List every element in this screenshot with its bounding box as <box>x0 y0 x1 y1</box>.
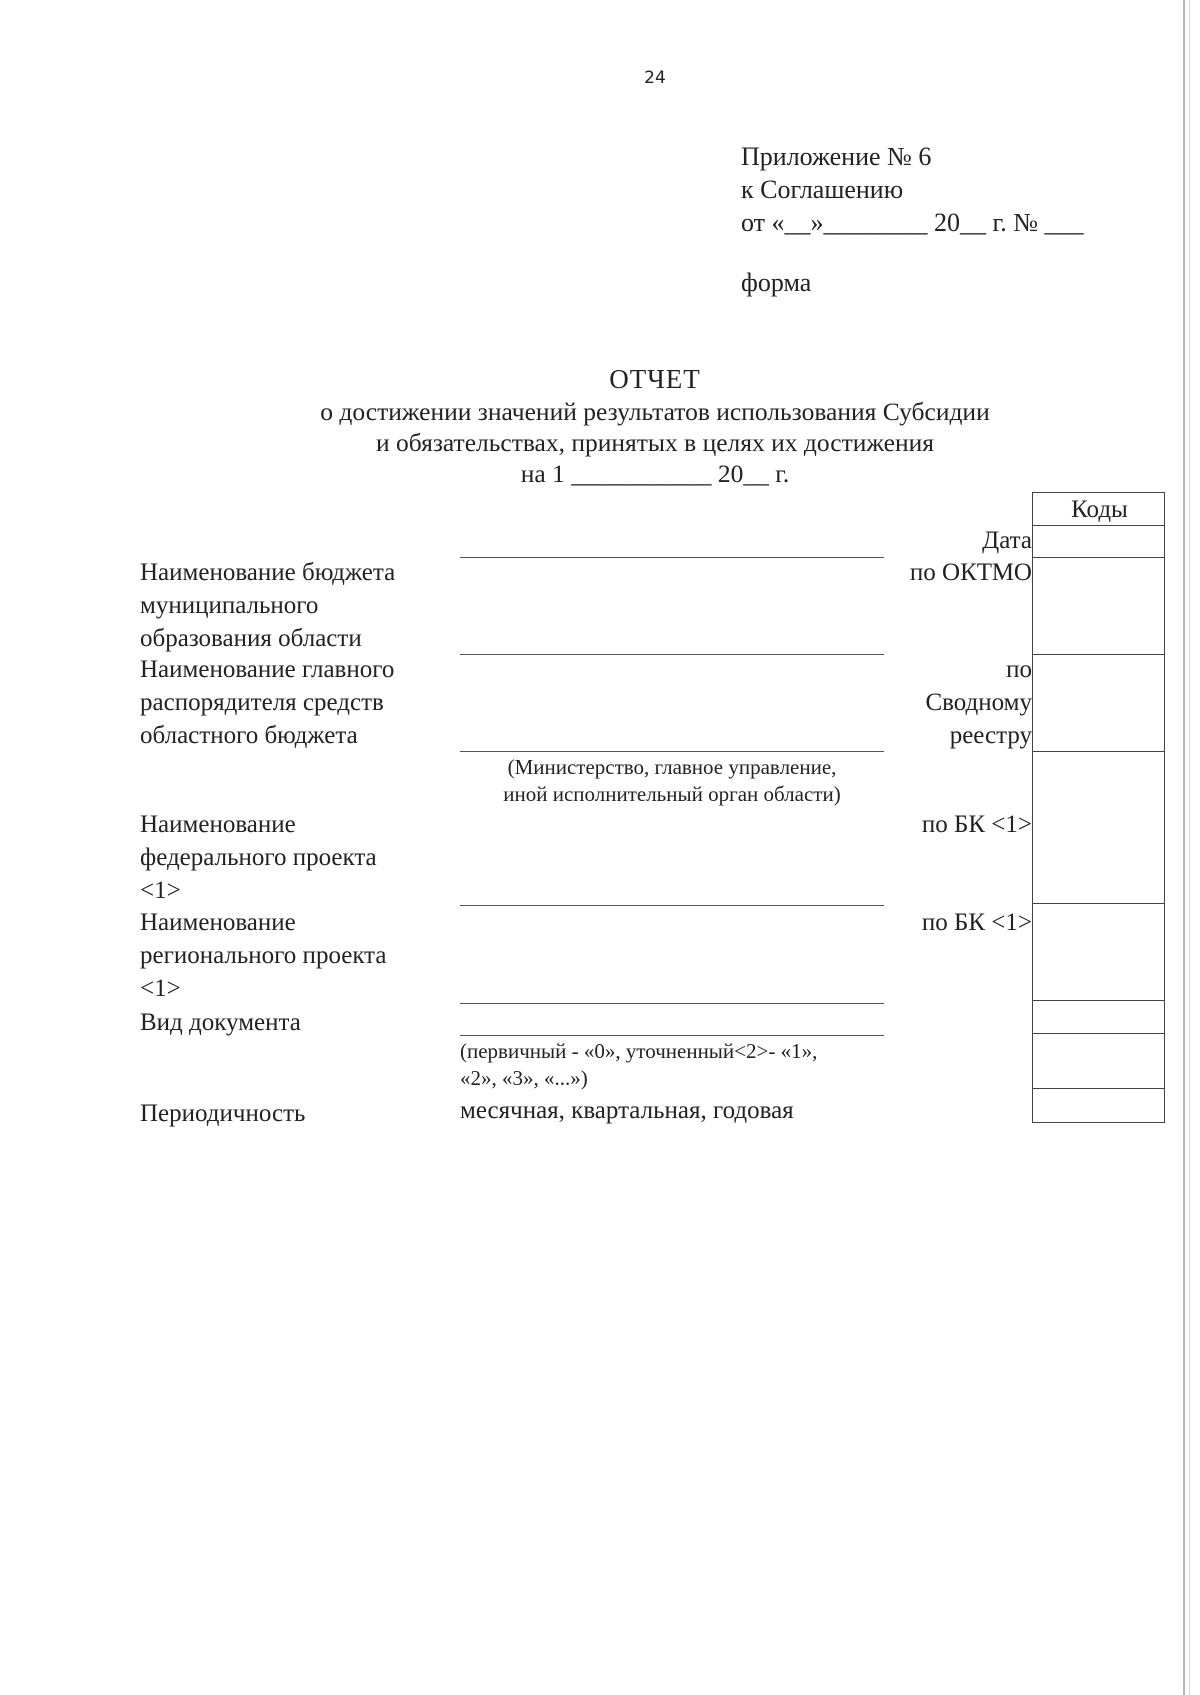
report-title-line-1: о достижении значений результатов использования Субсидии <box>320 397 990 426</box>
budget-name-fill-line[interactable] <box>460 654 884 655</box>
registry-label: по Сводному реестру <box>925 656 1032 749</box>
code-cell-registry[interactable] <box>1032 654 1165 752</box>
doc-type-label: Вид документа <box>140 1009 301 1036</box>
date-label: Дата <box>982 527 1032 554</box>
date-fill-line[interactable] <box>460 557 884 558</box>
code-cell-bk-federal[interactable] <box>1032 751 1165 904</box>
annex-line-2: к Соглашению <box>741 175 904 204</box>
budget-name-label: Наименование бюджета муниципального образования области <box>140 559 396 652</box>
annex-line-1: Приложение № 6 <box>741 142 932 171</box>
codes-header: Коды <box>1071 496 1128 523</box>
annex-line-3: от «__»________ 20__ г. № ___ <box>741 208 1084 237</box>
grbs-name-fill-line[interactable] <box>460 751 884 752</box>
bk-label-regional: по БК <1> <box>921 909 1032 936</box>
page-number: 24 <box>644 68 666 88</box>
periodicity-value: месячная, квартальная, годовая <box>460 1097 794 1124</box>
report-title-line-3: на 1 ___________ 20__ г. <box>520 459 790 488</box>
federal-project-fill-line[interactable] <box>460 905 884 906</box>
report-title-line-2: и обязательствах, принятых в целях их достижения <box>375 428 934 457</box>
form-label: форма <box>741 268 812 297</box>
report-title-block <box>240 362 1070 489</box>
oktmo-label: по ОКТМО <box>909 559 1032 586</box>
bk-label-federal: по БК <1> <box>921 811 1032 838</box>
scan-edge-line-secondary <box>1189 0 1190 1695</box>
code-cell-periodicity[interactable] <box>1032 1088 1165 1123</box>
periodicity-label: Периодичность <box>140 1100 306 1127</box>
grbs-note: (Министерство, главное управление, иной исполнительный орган области) <box>503 755 841 806</box>
regional-project-label: Наименование регионального проекта <1> <box>140 909 387 1002</box>
code-cell-date[interactable] <box>1032 525 1165 558</box>
codes-header-cell <box>1032 492 1165 526</box>
code-cell-oktmo[interactable] <box>1032 557 1165 655</box>
regional-project-fill-line[interactable] <box>460 1003 884 1004</box>
annex-block <box>741 140 1084 239</box>
code-cell-doc-type[interactable] <box>1032 1000 1165 1034</box>
doc-type-fill-line[interactable] <box>460 1035 884 1036</box>
federal-project-label: Наименование федерального проекта <1> <box>140 811 377 904</box>
doc-type-note: (первичный - «0», уточненный<2>- «1», «2», «3», «...») <box>460 1039 818 1090</box>
scan-edge-line <box>1183 0 1185 1695</box>
grbs-name-label: Наименование главного распорядителя средств областного бюджета <box>140 656 395 749</box>
code-cell-bk-regional[interactable] <box>1032 903 1165 1001</box>
report-heading: ОТЧЕТ <box>609 364 701 394</box>
code-cell-doc-type-extra[interactable] <box>1032 1033 1165 1089</box>
